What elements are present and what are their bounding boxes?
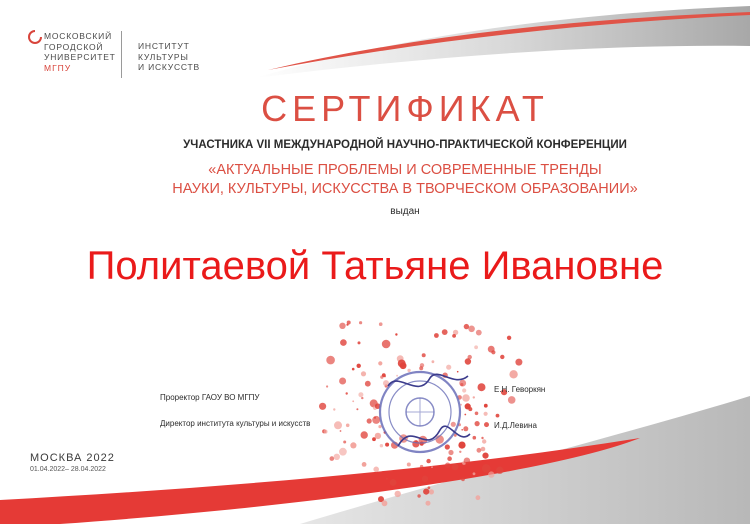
decorative-dot bbox=[352, 400, 354, 402]
decorative-dot bbox=[334, 454, 340, 460]
decorative-dot bbox=[358, 341, 361, 344]
certificate-subtitle: УЧАСТНИКА VII МЕЖДУНАРОДНОЙ НАУЧНО-ПРАКТИЧЕСКОЙ КОНФЕРЕНЦИИ bbox=[183, 139, 627, 151]
decorative-dot bbox=[420, 465, 423, 468]
decorative-dot bbox=[343, 441, 346, 444]
decorative-dot bbox=[482, 453, 488, 459]
decorative-dot bbox=[481, 437, 483, 439]
decorative-dot bbox=[423, 489, 429, 495]
decorative-dot bbox=[339, 323, 345, 329]
decorative-dot bbox=[379, 322, 383, 326]
decorative-dot bbox=[407, 463, 411, 467]
decorative-dot bbox=[326, 385, 328, 387]
decorative-dot bbox=[429, 489, 434, 494]
decorative-dot bbox=[350, 442, 356, 448]
institute-line: ИНСТИТУТ bbox=[138, 41, 190, 51]
decorative-dot bbox=[476, 495, 481, 500]
decorative-dot bbox=[346, 324, 348, 326]
decorative-dot bbox=[334, 421, 342, 429]
certificate-title: СЕРТИФИКАТ bbox=[261, 88, 549, 129]
decorative-dot bbox=[382, 500, 388, 506]
decorative-dot bbox=[468, 326, 475, 333]
decorative-dot bbox=[340, 430, 342, 432]
university-line: МОСКОВСКИЙ bbox=[44, 31, 112, 41]
decorative-dot bbox=[452, 464, 459, 471]
recipient-name: Политаевой Татьяне Ивановне bbox=[86, 244, 664, 288]
city-year: МОСКВА 2022 bbox=[30, 452, 115, 464]
decorative-dot bbox=[476, 330, 482, 336]
decorative-dot bbox=[482, 464, 491, 473]
decorative-dot bbox=[509, 370, 517, 378]
decorative-dot bbox=[507, 336, 511, 340]
decorative-dot bbox=[373, 467, 379, 473]
signatory-name: И.Д.Левина bbox=[494, 421, 537, 430]
signatory-role: Директор института культуры и искусств bbox=[160, 419, 311, 428]
decorative-dot bbox=[500, 355, 504, 359]
official-stamp-icon bbox=[358, 360, 478, 460]
decorative-dot bbox=[346, 424, 350, 428]
decorative-dot bbox=[359, 321, 362, 324]
decorative-dot bbox=[428, 486, 431, 489]
signatory-name: Е.Н. Геворкян bbox=[494, 385, 546, 394]
decorative-dot bbox=[461, 477, 465, 481]
decorative-dot bbox=[362, 462, 367, 467]
decorative-dot bbox=[422, 353, 426, 357]
decorative-dot bbox=[478, 383, 486, 391]
decorative-dot bbox=[484, 422, 489, 427]
decorative-dot bbox=[426, 501, 431, 506]
institute-line: КУЛЬТУРЫ bbox=[138, 51, 189, 62]
decorative-dot bbox=[319, 403, 326, 410]
decorative-dot bbox=[390, 479, 397, 486]
decorative-dot bbox=[445, 463, 451, 469]
decorative-dot bbox=[417, 494, 420, 497]
decorative-dot bbox=[340, 339, 347, 346]
decorative-dot bbox=[442, 329, 448, 335]
decorative-dot bbox=[484, 404, 488, 408]
decorative-dot bbox=[395, 491, 401, 497]
decorative-dot bbox=[473, 472, 476, 475]
decorative-dot bbox=[484, 412, 488, 416]
signatory-role: Проректор ГАОУ ВО МГПУ bbox=[160, 393, 260, 402]
decorative-dot bbox=[330, 456, 335, 461]
decorative-dot bbox=[496, 414, 500, 418]
issued-label: выдан bbox=[390, 206, 420, 217]
university-abbr: МГПУ bbox=[44, 62, 72, 73]
decorative-dot bbox=[395, 333, 397, 335]
decorative-dot bbox=[422, 476, 428, 482]
decorative-dot bbox=[481, 447, 486, 452]
decorative-dot bbox=[488, 471, 494, 477]
decorative-dot bbox=[474, 345, 478, 349]
decorative-dot bbox=[508, 396, 516, 404]
decorative-dot bbox=[515, 359, 522, 366]
decorative-dot bbox=[496, 467, 503, 474]
decorative-dot bbox=[482, 439, 486, 443]
decorative-dot bbox=[386, 478, 388, 480]
decorative-dot bbox=[431, 466, 433, 468]
decorative-dot bbox=[346, 392, 348, 394]
decorative-dot bbox=[488, 346, 495, 353]
conference-line: «АКТУАЛЬНЫЕ ПРОБЛЕМЫ И СОВРЕМЕННЫЕ ТРЕНДЫ bbox=[208, 162, 602, 178]
decorative-dot bbox=[339, 448, 347, 456]
institute-line: И ИСКУССТВ bbox=[138, 62, 201, 72]
university-line: УНИВЕРСИТЕТ bbox=[44, 52, 116, 62]
decorative-dot bbox=[382, 340, 391, 349]
decorative-dot bbox=[333, 408, 335, 410]
decorative-dot bbox=[464, 324, 469, 329]
conference-dates: 01.04.2022– 28.04.2022 bbox=[30, 466, 106, 473]
decorative-dot bbox=[339, 378, 346, 385]
signature-lower bbox=[398, 426, 470, 446]
decorative-dot bbox=[434, 333, 439, 338]
conference-line: НАУКИ, КУЛЬТУРЫ, ИСКУССТВА В ТВОРЧЕСКОМ ОБРАЗОВАНИИ» bbox=[172, 181, 638, 197]
decorative-dot bbox=[452, 334, 456, 338]
decorative-dot bbox=[352, 368, 355, 371]
decorative-dot bbox=[326, 356, 335, 365]
university-line: ГОРОДСКОЙ bbox=[44, 41, 104, 52]
decorative-dot bbox=[324, 430, 328, 434]
